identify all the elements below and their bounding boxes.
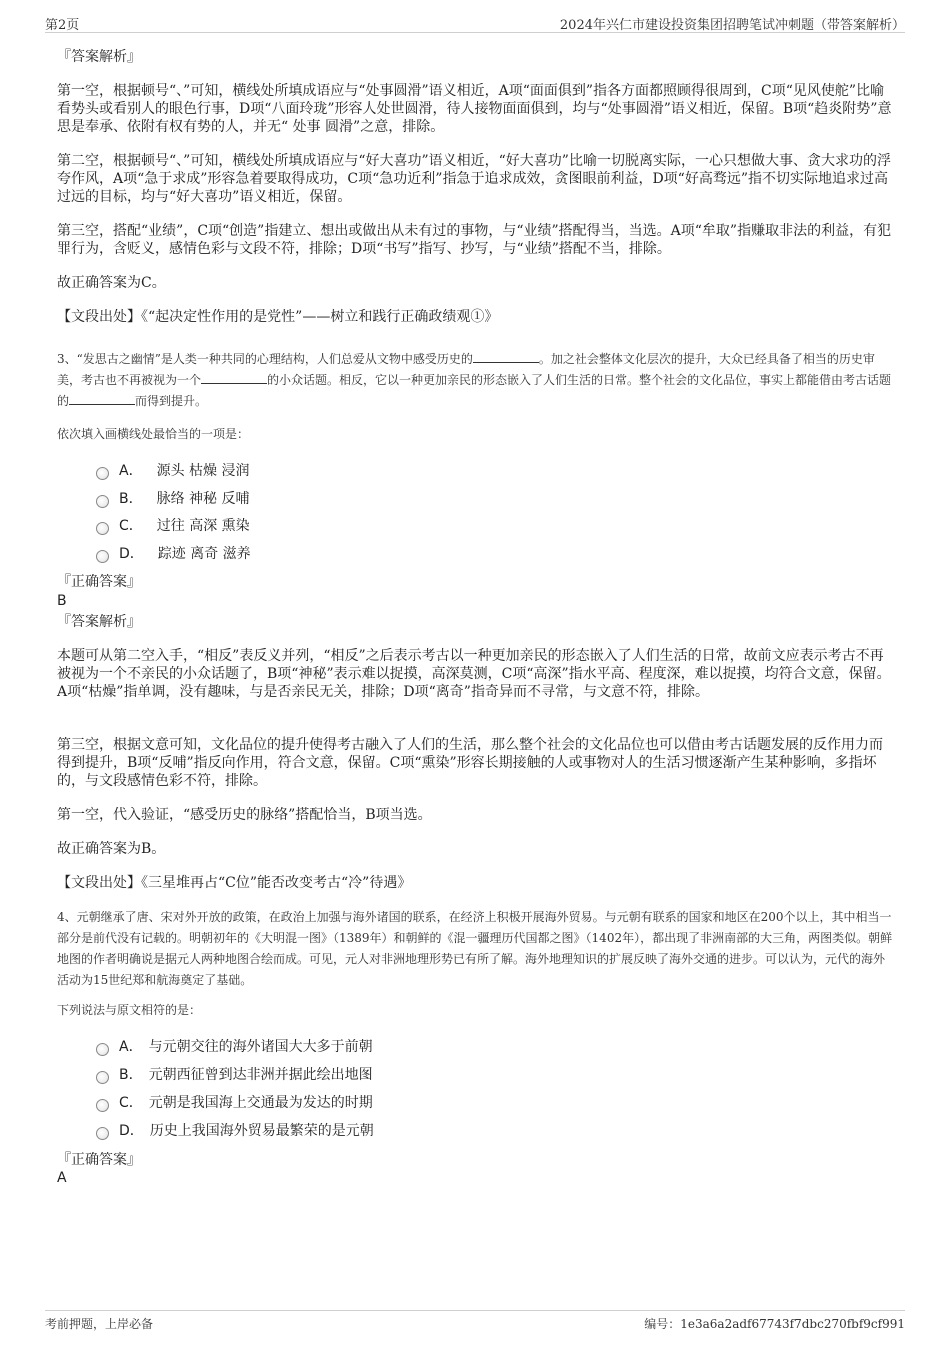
q4-stem: 4、元朝继承了唐、宋对外开放的政策，在政治上加强与海外诸国的联系，在经济上积极开展海外贸易。与元朝有联系的国家和地区在200个以上，其中相当一部分是前代没有记载的。明朝初年的《大明混一图》（1389年）和朝鲜的《混一疆理历代国都之图》（1402年），都出现了非洲南部的大三角，两图类似。朝鲜地图的作者明确说是据元人两种地图合绘而成。可见，元人对非洲地理形势已有所了解。海外地理知识的扩展反映了海外交通的进步。可以认为，元代的海外活动为15世纪郑和航海奠定了基础。 (57, 910, 893, 987)
option-letter: D． (119, 1123, 144, 1139)
q3-prompt: 依次填入画横线处最恰当的一项是： (57, 427, 250, 441)
q2-source: 【文段出处】《“起决定性作用的是党性”——树立和践行正确政绩观①》 (57, 309, 499, 325)
q4-prompt: 下列说法与原文相符的是： (57, 1003, 202, 1017)
q4-option-d[interactable] (96, 1120, 374, 1140)
q3-analysis-para-1: 本题可从第二空入手，“相反”表反义并列，“相反”之后表示考古以一种更加亲民的形态嵌入了人们生活的日常，故前文应表示考古不再被视为一个不亲民的小众话题了，B项“神秘”表示难以捉摸，高深莫测，C项“高深”指水平高、程度深，难以捉摸，均符合文意，保留。A项“枯燥”指单调，没有趣味，与是否亲民无关，排除；D项“离奇”指奇异而不寻常，与文意不符，排除。 (57, 648, 891, 700)
option-text: 源头 枯燥 浸润 (156, 463, 250, 479)
q4-answer: A (57, 1170, 67, 1186)
option-text: 元朝西征曾到达非洲并据此绘出地图 (148, 1067, 373, 1083)
option-letter: B． (119, 1067, 143, 1083)
q3-stem-part-4: 而得到提升。 (135, 394, 208, 408)
q3-analysis-heading: 『答案解析』 (57, 614, 141, 630)
q2-analysis-heading: 『答案解析』 (57, 49, 141, 65)
radio-icon[interactable] (96, 1043, 109, 1056)
radio-icon[interactable] (96, 495, 109, 508)
q3-answer: B (57, 593, 67, 609)
q3-option-c[interactable] (96, 515, 250, 535)
radio-icon[interactable] (96, 467, 109, 480)
radio-icon[interactable] (96, 1071, 109, 1084)
q4-answer-heading: 『正确答案』 (57, 1152, 141, 1168)
option-letter: C． (119, 1095, 143, 1111)
radio-icon[interactable] (96, 550, 109, 563)
document-title: 2024年兴仁市建设投资集团招聘笔试冲刺题（带答案解析） (559, 18, 905, 33)
q3-option-a[interactable] (96, 460, 249, 480)
q2-conclusion: 故正确答案为C。 (57, 275, 166, 291)
document-id: 编号：1e3a6a2adf67743f7dbc270fbf9cf991 (644, 1317, 905, 1331)
q3-option-d[interactable] (96, 543, 251, 563)
option-text: 与元朝交往的海外诸国大大多于前朝 (148, 1039, 373, 1055)
option-letter: B． (119, 491, 143, 507)
q3-option-b[interactable] (96, 488, 250, 508)
page-number: 第2页 (45, 18, 80, 33)
option-letter: D． (119, 546, 144, 562)
q3-blank-1 (473, 350, 539, 363)
q4-option-a[interactable] (96, 1036, 373, 1056)
radio-icon[interactable] (96, 1099, 109, 1112)
option-letter: A． (119, 1039, 143, 1055)
q4-option-b[interactable] (96, 1064, 373, 1084)
q3-source: 【文段出处】《三星堆再占“C位”能否改变考古“冷”待遇》 (57, 875, 412, 891)
option-text: 脉络 神秘 反哺 (156, 491, 250, 507)
q3-analysis-para-3: 第一空，代入验证，“感受历史的脉络”搭配恰当，B项当选。 (57, 807, 432, 823)
q3-analysis-para-2: 第三空，根据文意可知，文化品位的提升使得考古融入了人们的生活，那么整个社会的文化品位也可以借由考古话题发展的反作用力而得到提升，B项“反哺”指反向作用，符合文意，保留。C项“熏染”形容长期接触的人或事物对人的生活习惯逐渐产生某种影响，多指坏的，与文段感情色彩不符，排除。 (57, 737, 883, 789)
q3-stem (57, 349, 893, 412)
option-text: 历史上我国海外贸易最繁荣的是元朝 (149, 1123, 374, 1139)
option-letter: A． (119, 463, 143, 479)
q3-answer-heading: 『正确答案』 (57, 574, 141, 590)
page-header (45, 12, 905, 33)
option-letter: C． (119, 518, 143, 534)
radio-icon[interactable] (96, 522, 109, 535)
q3-conclusion: 故正确答案为B。 (57, 841, 166, 857)
q2-analysis-para-3: 第三空，搭配“业绩”，C项“创造”指建立、想出或做出从未有过的事物，与“业绩”搭配得当，当选。A项“牟取”指赚取非法的利益，有犯罪行为，含贬义，感情色彩与文段不符，排除；D项“书写”指写、抄写，与“业绩”搭配不当，排除。 (57, 223, 892, 257)
q3-stem-part-2: 。加之社会整体文化层次的提升，大众已经具备了相当的历史审美，考古也不再被视为一个 (57, 352, 875, 387)
page-footer (45, 1310, 905, 1331)
q3-stem-part-1: 3、“发思古之幽情”是人类一种共同的心理结构，人们总爱从文物中感受历史的 (57, 352, 473, 366)
q3-stem-part-3: 的小众话题。相反，它以一种更加亲民的形态嵌入了人们生活的日常。整个社会的文化品位，事实上都能借由考古话题的 (57, 373, 892, 408)
q2-analysis-para-2: 第二空，根据顿号“、”可知，横线处所填成语应与“好大喜功”语义相近，“好大喜功”比喻一切脱离实际，一心只想做大事、贪大求功的浮夸作风，A项“急于求成”形容急着要取得成功，C项“急功近利”指急于追求成效，贪图眼前利益，D项“好高骛远”指不切实际地追求过高过远的目标，均与“好大喜功”语义相近，保留。 (57, 153, 891, 205)
footer-slogan: 考前押题，上岸必备 (45, 1317, 154, 1331)
option-text: 踪迹 离奇 滋养 (157, 546, 251, 562)
q3-blank-2 (201, 371, 267, 384)
q3-blank-3 (69, 392, 135, 405)
option-text: 元朝是我国海上交通最为发达的时期 (148, 1095, 373, 1111)
q4-option-c[interactable] (96, 1092, 373, 1112)
option-text: 过往 高深 熏染 (156, 518, 250, 534)
radio-icon[interactable] (96, 1127, 109, 1140)
q2-analysis-para-1: 第一空，根据顿号“、”可知，横线处所填成语应与“处事圆滑”语义相近，A项“面面俱到”指各方面都照顾得很周到，C项“见风使舵”比喻看势头或看别人的眼色行事，D项“八面玲珑”形容人处世圆滑，待人接物面面俱到，均与“处事圆滑”语义相近，保留。B项“趋炎附势”意思是奉承、依附有权有势的人，并无“ 处事 圆滑”之意，排除。 (57, 83, 892, 135)
